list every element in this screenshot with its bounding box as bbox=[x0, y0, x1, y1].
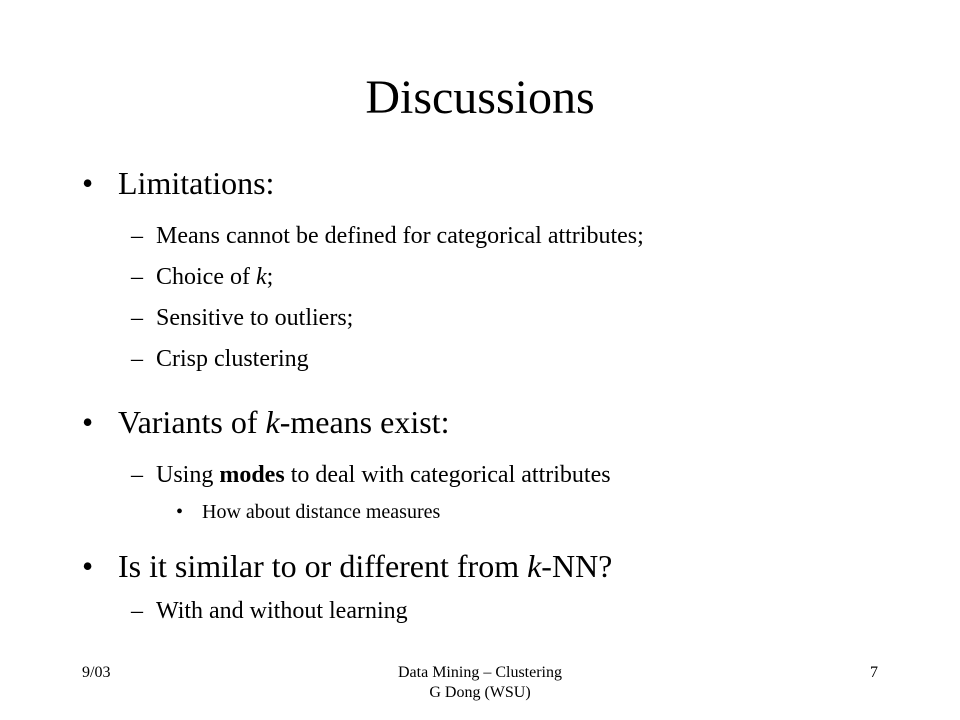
sub-item-text: Means cannot be defined for categorical attributes; bbox=[156, 223, 644, 249]
sub-item-text-strong: modes bbox=[219, 462, 285, 488]
sub-item-text-post: to deal with categorical attributes bbox=[284, 462, 611, 488]
sub-item-text-pre: Using bbox=[156, 462, 220, 488]
sub-sub-item-distance-measures bbox=[176, 499, 440, 525]
bullet-variants bbox=[82, 402, 449, 442]
sub-item-text: With and without learning bbox=[156, 598, 408, 624]
dash-icon: – bbox=[131, 264, 143, 290]
dash-icon: – bbox=[131, 223, 143, 249]
footer-course-line2: G Dong (WSU) bbox=[429, 684, 531, 701]
footer-date: 9/03 bbox=[82, 664, 111, 681]
sub-item-text-em: k bbox=[255, 264, 267, 290]
sub-item-text-pre: Choice of bbox=[156, 264, 256, 290]
bullet-text-pre: Variants of bbox=[118, 404, 266, 440]
sub-item-learning bbox=[131, 596, 408, 626]
bullet-icon: • bbox=[176, 501, 184, 523]
bullet-text-pre: Is it similar to or different from bbox=[118, 548, 528, 584]
dash-icon: – bbox=[131, 462, 143, 488]
sub-item-crisp-clustering bbox=[131, 344, 309, 374]
bullet-similar-knn bbox=[82, 546, 612, 586]
footer-page-number: 7 bbox=[870, 664, 878, 681]
bullet-text: Limitations: bbox=[118, 165, 275, 201]
bullet-text-em: k bbox=[527, 548, 542, 584]
slide-title: Discussions bbox=[365, 71, 595, 124]
dash-icon: – bbox=[131, 305, 143, 331]
bullet-limitations bbox=[82, 163, 274, 203]
bullet-icon: • bbox=[82, 165, 94, 201]
footer-course-line1: Data Mining – Clustering bbox=[398, 664, 562, 681]
sub-item-using-modes bbox=[131, 460, 611, 490]
sub-item-means-categorical bbox=[131, 221, 644, 251]
sub-item-sensitive-outliers bbox=[131, 303, 353, 333]
dash-icon: – bbox=[131, 598, 143, 624]
bullet-text-em: k bbox=[265, 404, 280, 440]
sub-item-text-post: ; bbox=[266, 264, 274, 290]
sub-item-text: Sensitive to outliers; bbox=[156, 305, 354, 331]
bullet-text-post: -NN? bbox=[541, 548, 613, 584]
bullet-icon: • bbox=[82, 548, 94, 584]
sub-item-text: Crisp clustering bbox=[156, 346, 309, 372]
dash-icon: – bbox=[131, 346, 143, 372]
footer-course bbox=[330, 663, 630, 703]
bullet-text-post: -means exist: bbox=[279, 404, 450, 440]
sub-sub-item-text: How about distance measures bbox=[202, 501, 441, 523]
bullet-icon: • bbox=[82, 404, 94, 440]
sub-item-choice-of-k bbox=[131, 262, 273, 292]
